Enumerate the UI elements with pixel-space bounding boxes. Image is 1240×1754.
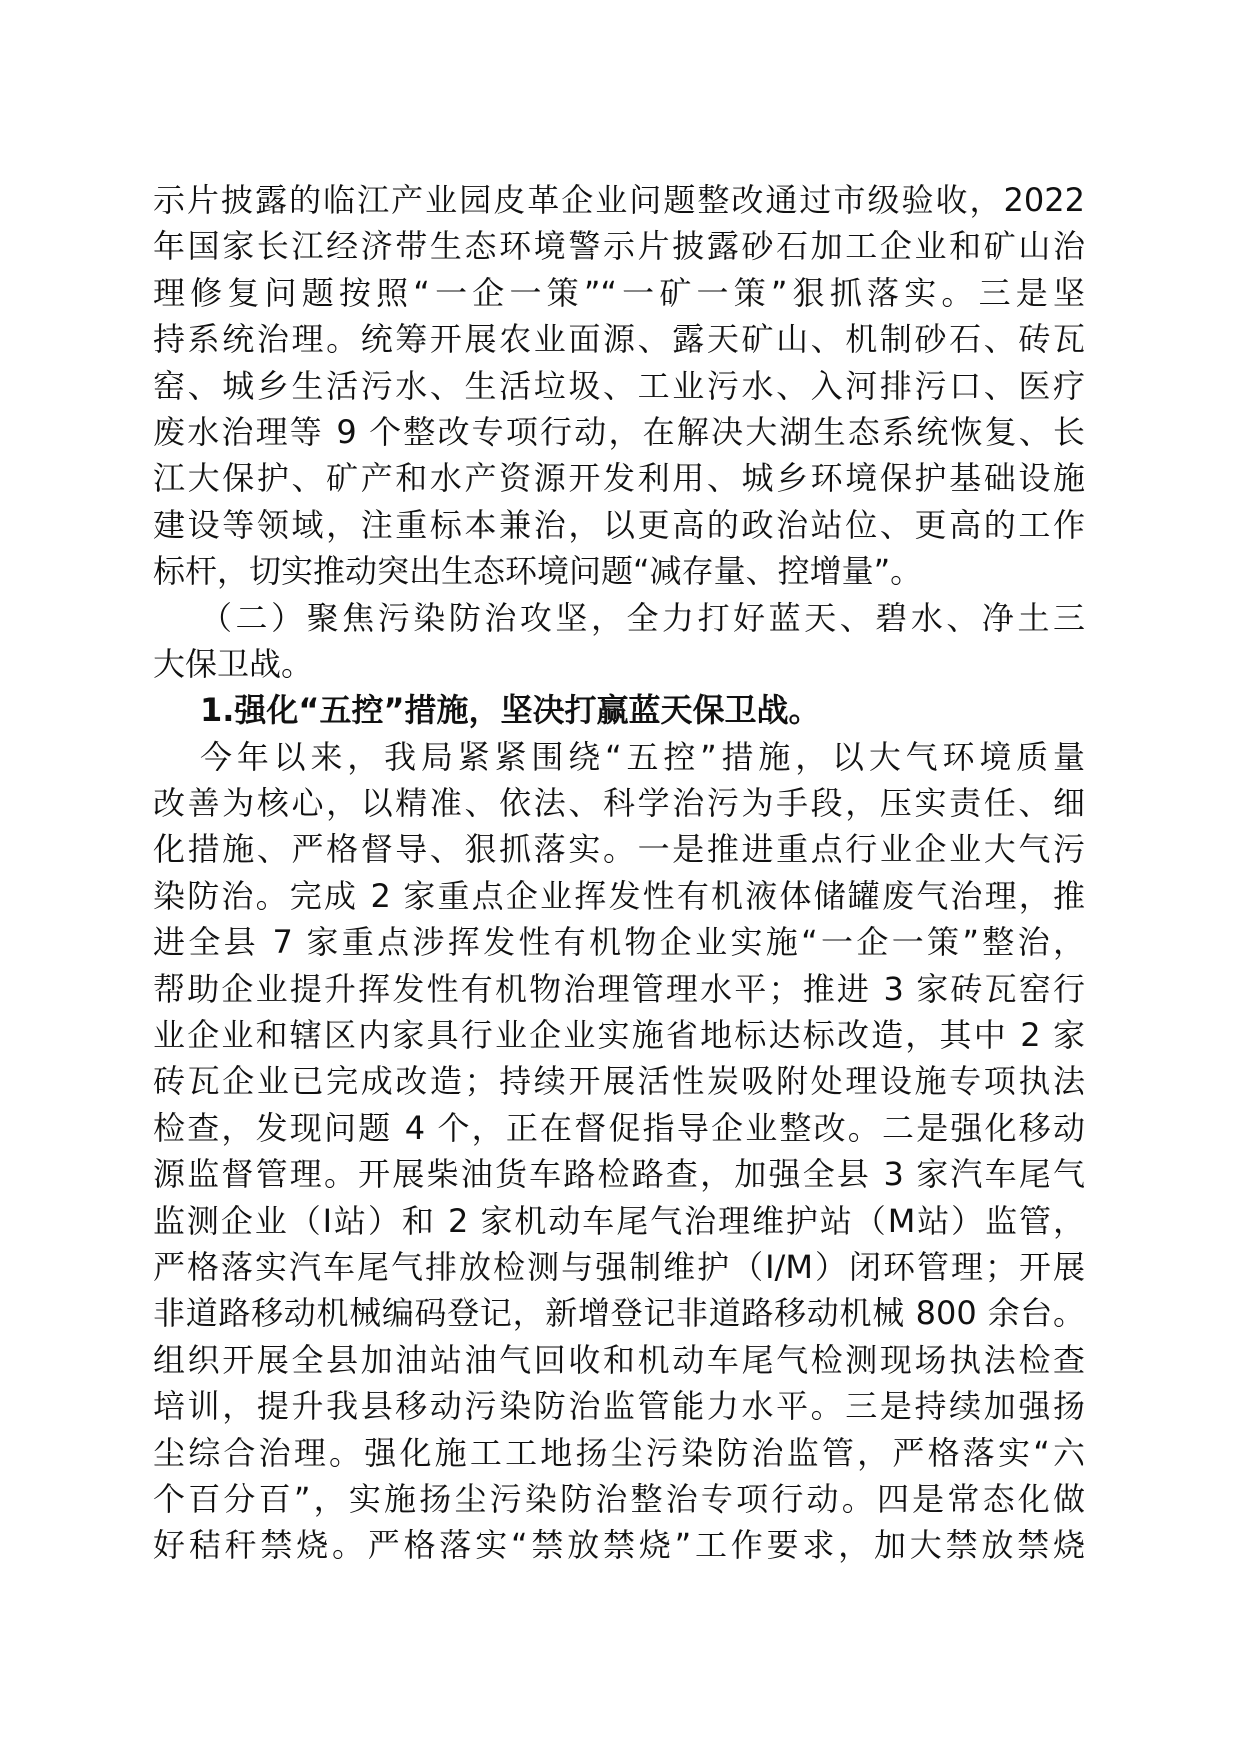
section-heading-paragraph (153, 595, 1085, 688)
text-line: 帮助企业提升挥发性有机物治理管理水平；推进 3 家砖瓦窑行 (153, 969, 1085, 1008)
text-line: 严格落实汽车尾气排放检测与强制维护（I/M）闭环管理；开展 (153, 1247, 1085, 1286)
text-line: 江大保护、矿产和水产资源开发利用、城乡环境保护基础设施 (153, 459, 1085, 498)
text-line: 组织开展全县加油站油气回收和机动车尾气检测现场执法检查 (153, 1340, 1085, 1379)
text-line: 监测企业（I站）和 2 家机动车尾气治理维护站（M站）监管， (153, 1201, 1085, 1240)
text-line: 今年以来，我局紧紧围绕“五控”措施，以大气环境质量 (200, 737, 1085, 776)
text-line: 培训，提升我县移动污染防治监管能力水平。三是持续加强扬 (153, 1387, 1085, 1426)
text-line: 业企业和辖区内家具行业企业实施省地标达标改造，其中 2 家 (153, 1016, 1085, 1055)
text-line: 个百分百”，实施扬尘污染防治整治专项行动。四是常态化做 (153, 1479, 1085, 1518)
text-line: 年国家长江经济带生态环境警示片披露砂石加工企业和矿山治 (153, 227, 1085, 266)
subsection-heading (153, 687, 1085, 733)
text-line: 检查，发现问题 4 个，正在督促指导企业整改。二是强化移动 (153, 1108, 1085, 1147)
text-line: 好秸秆禁烧。严格落实“禁放禁烧”工作要求，加大禁放禁烧 (153, 1526, 1085, 1565)
text-line: 窑、城乡生活污水、生活垃圾、工业污水、入河排污口、医疗 (153, 366, 1085, 405)
text-line: 尘综合治理。强化施工工地扬尘污染防治监管，严格落实“六 (153, 1433, 1085, 1472)
document-body (153, 177, 1085, 1569)
paragraph-body (153, 734, 1085, 1569)
text-line: 理修复问题按照“一企一策”“一矿一策”狠抓落实。三是坚 (153, 273, 1085, 312)
text-line: 非道路移动机械编码登记，新增登记非道路移动机械 800 余台。 (153, 1294, 1085, 1333)
heading-line: 1.强化“五控”措施，坚决打赢蓝天保卫战。 (200, 691, 821, 730)
text-line: 示片披露的临江产业园皮革企业问题整改通过市级验收，2022 (153, 181, 1085, 219)
text-line: 废水治理等 9 个整改专项行动，在解决大湖生态系统恢复、长 (153, 412, 1085, 451)
text-line: 标杆，切实推动突出生态环境问题“减存量、控增量”。 (153, 552, 923, 591)
text-line: 大保卫战。 (153, 644, 314, 683)
text-line: 持系统治理。统筹开展农业面源、露天矿山、机制砂石、砖瓦 (153, 320, 1085, 359)
text-line: 源监督管理。开展柴油货车路检路查，加强全县 3 家汽车尾气 (153, 1155, 1085, 1194)
text-line: 改善为核心，以精准、依法、科学治污为手段，压实责任、细 (153, 784, 1085, 823)
text-line: 化措施、严格督导、狠抓落实。一是推进重点行业企业大气污 (153, 830, 1085, 869)
text-line: 砖瓦企业已完成改造；持续开展活性炭吸附处理设施专项执法 (153, 1062, 1085, 1101)
text-line: （二）聚焦污染防治攻坚，全力打好蓝天、碧水、净土三 (200, 598, 1085, 637)
paragraph-continued (153, 177, 1085, 595)
text-line: 染防治。完成 2 家重点企业挥发性有机液体储罐废气治理，推 (153, 876, 1085, 915)
text-line: 建设等领域，注重标本兼治，以更高的政治站位、更高的工作 (153, 505, 1085, 544)
text-line: 进全县 7 家重点涉挥发性有机物企业实施“一企一策”整治， (153, 923, 1085, 962)
